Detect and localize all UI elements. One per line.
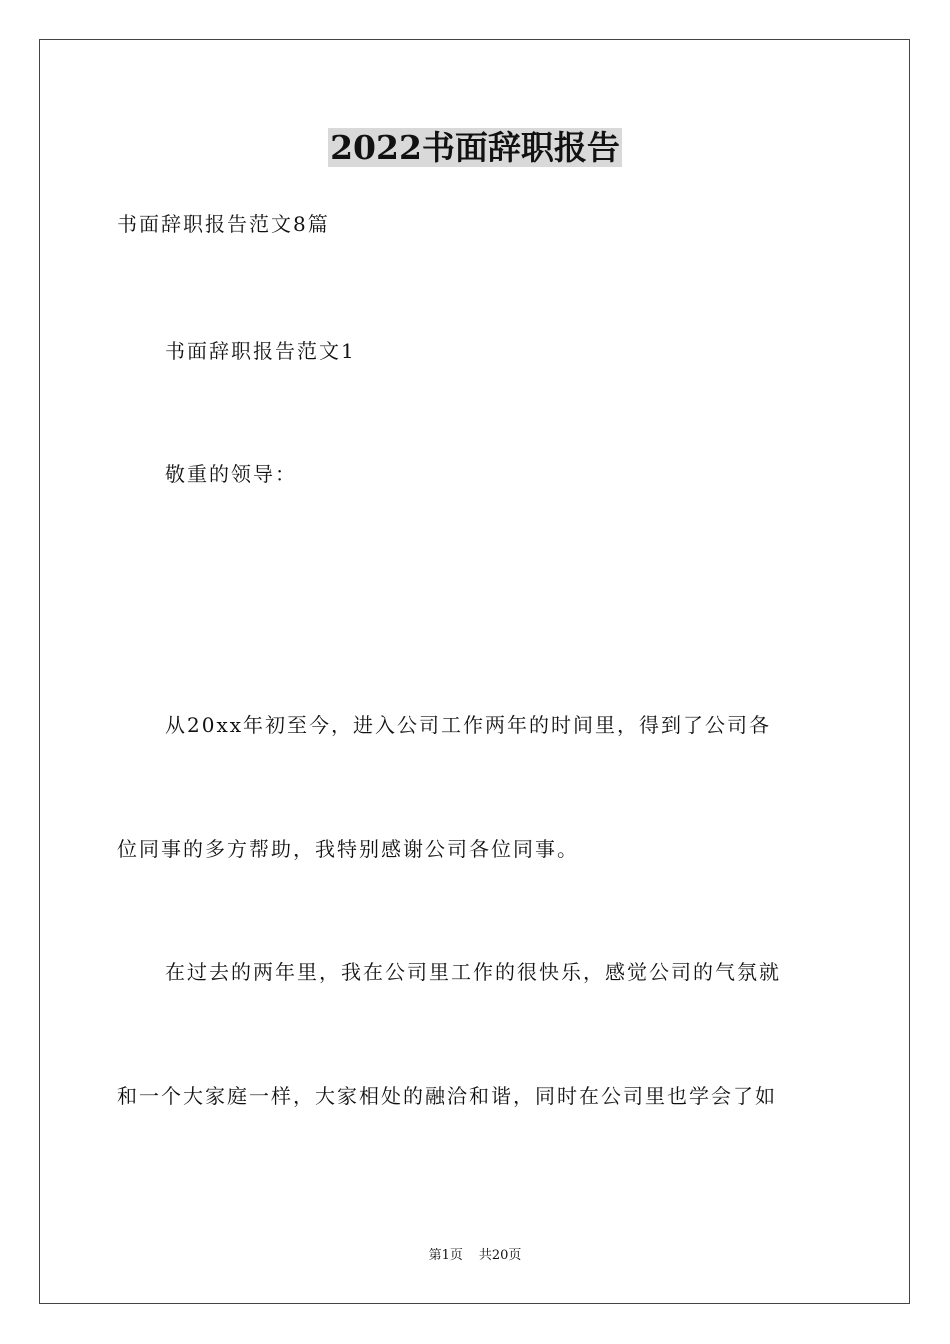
salutation: 敬重的领导： bbox=[165, 462, 297, 486]
document-title bbox=[0, 126, 950, 170]
section-heading: 书面辞职报告范文1 bbox=[165, 339, 356, 363]
title-text: 2022书面辞职报告 bbox=[330, 128, 620, 167]
page-footer bbox=[0, 1247, 950, 1265]
paragraph-line-1: 从20xx年初至今，进入公司工作两年的时间里，得到了公司各 bbox=[165, 713, 772, 737]
paragraph-line-3: 在过去的两年里，我在公司里工作的很快乐，感觉公司的气氛就 bbox=[165, 960, 781, 984]
paragraph-line-2: 位同事的多方帮助，我特别感谢公司各位同事。 bbox=[117, 837, 579, 861]
paragraph-line-4: 和一个大家庭一样，大家相处的融洽和谐，同时在公司里也学会了如 bbox=[117, 1084, 777, 1108]
document-subtitle: 书面辞职报告范文8篇 bbox=[117, 212, 330, 236]
page-total: 共20页 bbox=[478, 1248, 522, 1263]
page-number: 第1页 bbox=[428, 1248, 463, 1263]
